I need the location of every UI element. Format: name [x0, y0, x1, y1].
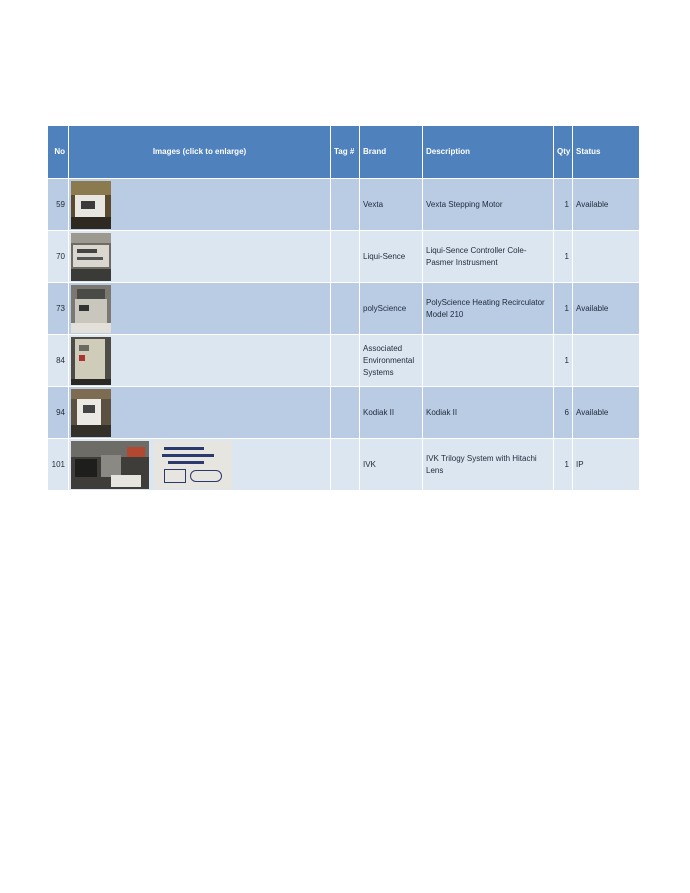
table-row	[48, 439, 640, 491]
cell-description	[423, 335, 554, 387]
table-row	[48, 283, 640, 335]
cell-images	[69, 439, 331, 491]
cell-images	[69, 231, 331, 283]
table-header-row	[48, 126, 640, 179]
cell-tag	[331, 179, 360, 231]
cell-qty: 1	[554, 179, 573, 231]
cell-brand: Liqui-Sence	[360, 231, 423, 283]
cell-no: 73	[48, 283, 69, 335]
cell-status: Available	[573, 179, 640, 231]
equipment-photo-thumbnail[interactable]	[71, 337, 111, 385]
header-qty: Qty	[554, 126, 573, 179]
cell-tag	[331, 387, 360, 439]
table-row	[48, 179, 640, 231]
equipment-photo-thumbnail[interactable]	[71, 233, 111, 281]
cell-brand: polyScience	[360, 283, 423, 335]
table-row	[48, 231, 640, 283]
handwritten-label-photo-thumbnail[interactable]	[154, 441, 232, 489]
cell-qty: 1	[554, 231, 573, 283]
cell-brand: IVK	[360, 439, 423, 491]
cell-brand: Vexta	[360, 179, 423, 231]
cell-images	[69, 283, 331, 335]
cell-no: 70	[48, 231, 69, 283]
table-row	[48, 335, 640, 387]
cell-no: 94	[48, 387, 69, 439]
cell-tag	[331, 283, 360, 335]
cell-description: PolyScience Heating Recirculator Model 210	[423, 283, 554, 335]
cell-brand: Kodiak II	[360, 387, 423, 439]
cell-no: 101	[48, 439, 69, 491]
cell-no: 84	[48, 335, 69, 387]
cell-tag	[331, 335, 360, 387]
cell-description: IVK Trilogy System with Hitachi Lens	[423, 439, 554, 491]
cell-qty: 1	[554, 283, 573, 335]
table-row	[48, 387, 640, 439]
cell-qty: 6	[554, 387, 573, 439]
equipment-photo-thumbnail[interactable]	[71, 285, 111, 333]
equipment-photo-thumbnail[interactable]	[71, 389, 111, 437]
cell-status: IP	[573, 439, 640, 491]
header-no: No	[48, 126, 69, 179]
header-description: Description	[423, 126, 554, 179]
cell-description: Kodiak II	[423, 387, 554, 439]
cell-description: Vexta Stepping Motor	[423, 179, 554, 231]
inventory-table	[47, 125, 640, 491]
cell-images	[69, 387, 331, 439]
cell-images	[69, 179, 331, 231]
cell-qty: 1	[554, 439, 573, 491]
equipment-photo-thumbnail[interactable]	[71, 181, 111, 229]
cell-description: Liqui-Sence Controller Cole-Pasmer Instrusment	[423, 231, 554, 283]
cell-tag	[331, 439, 360, 491]
cell-status	[573, 335, 640, 387]
cell-status: Available	[573, 283, 640, 335]
header-status: Status	[573, 126, 640, 179]
header-images: Images (click to enlarge)	[69, 126, 331, 179]
cell-no: 59	[48, 179, 69, 231]
cell-images	[69, 335, 331, 387]
cell-qty: 1	[554, 335, 573, 387]
header-brand: Brand	[360, 126, 423, 179]
cell-tag	[331, 231, 360, 283]
equipment-photo-thumbnail[interactable]	[71, 441, 149, 489]
cell-brand: Associated Environmental Systems	[360, 335, 423, 387]
cell-status	[573, 231, 640, 283]
cell-status: Available	[573, 387, 640, 439]
header-tag: Tag #	[331, 126, 360, 179]
